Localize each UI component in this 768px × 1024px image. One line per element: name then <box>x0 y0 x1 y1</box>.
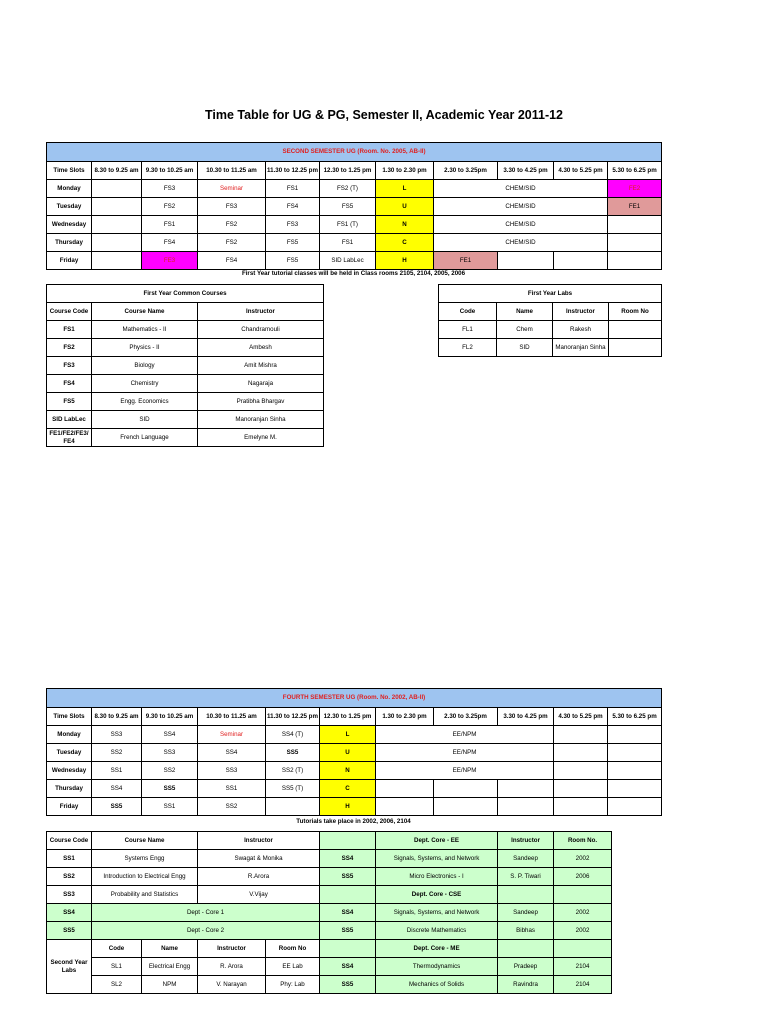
slot-label: Time Slots <box>47 162 92 180</box>
table-row <box>47 976 612 994</box>
slot-10: 5.30 to 6.25 pm <box>608 708 662 726</box>
lunch-cell: L <box>376 180 434 198</box>
cell: SID LabLec <box>320 252 376 270</box>
cell: SS5 <box>266 744 320 762</box>
table-row <box>47 357 324 375</box>
cell <box>554 252 608 270</box>
cell <box>498 886 554 904</box>
cell: 2002 <box>554 922 612 940</box>
cell: FS5 <box>266 252 320 270</box>
table-row <box>47 958 612 976</box>
cell: V. Narayan <box>198 976 266 994</box>
cell: FE1 <box>608 198 662 216</box>
day-cell: Tuesday <box>47 198 92 216</box>
cell: Biology <box>92 357 198 375</box>
cell: SS1 <box>198 780 266 798</box>
cell <box>554 940 612 958</box>
column-header: Instructor <box>198 940 266 958</box>
cell: SL1 <box>92 958 142 976</box>
cell: Ravindra <box>498 976 554 994</box>
first-year-labs-table <box>438 284 662 357</box>
dept-cse-header: Dept. Core - CSE <box>376 886 498 904</box>
cell: Engg. Economics <box>92 393 198 411</box>
cell: SS1 <box>142 798 198 816</box>
cell: Amit Mishra <box>198 357 324 375</box>
common-courses-table <box>46 284 324 447</box>
cell: Dept - Core 1 <box>92 904 320 922</box>
sem4-header: FOURTH SEMESTER UG (Room. No. 2002, AB-II) <box>47 689 662 708</box>
column-header: Room No <box>609 303 662 321</box>
cell <box>608 252 662 270</box>
cell: FE1/FE2/FE3/ FE4 <box>47 429 92 447</box>
day-cell: Thursday <box>47 234 92 252</box>
cell <box>320 940 376 958</box>
column-header: Instructor <box>498 832 554 850</box>
slot-9: 4.30 to 5.25 pm <box>554 162 608 180</box>
page-title: Time Table for UG & PG, Semester II, Academic Year 2011-12 <box>204 108 564 122</box>
cell: Chem <box>497 321 553 339</box>
table-row <box>47 375 324 393</box>
cell: FS2 <box>142 198 198 216</box>
cell: FS5 <box>266 234 320 252</box>
common-courses-header: First Year Common Courses <box>47 285 324 303</box>
cell: Phy: Lab <box>266 976 320 994</box>
cell: FE2 <box>608 180 662 198</box>
cell: Electrical Engg <box>142 958 198 976</box>
table-row <box>439 321 662 339</box>
cell: FS5 <box>47 393 92 411</box>
cell <box>608 726 662 744</box>
cell <box>608 234 662 252</box>
cell: French Language <box>92 429 198 447</box>
cell: FS1 <box>47 321 92 339</box>
cell: SS4 <box>142 726 198 744</box>
column-header: Code <box>439 303 497 321</box>
cell <box>554 762 608 780</box>
cell: CHEM/SID <box>434 198 608 216</box>
cell <box>554 798 608 816</box>
cell: FS1 <box>266 180 320 198</box>
cell: Swagat & Monika <box>198 850 320 868</box>
cell: Manoranjan Sinha <box>198 411 324 429</box>
cell <box>608 798 662 816</box>
cell: FS2 <box>198 216 266 234</box>
column-header: Room No. <box>554 832 612 850</box>
cell: Mechanics of Solids <box>376 976 498 994</box>
sem2-timetable <box>46 142 662 270</box>
day-cell: Thursday <box>47 780 92 798</box>
cell: SS4 <box>92 780 142 798</box>
column-header: Name <box>497 303 553 321</box>
second-year-labs-label: Second Year Labs <box>47 940 92 994</box>
slot-8: 3.30 to 4.25 pm <box>498 162 554 180</box>
cell: SS5 <box>320 976 376 994</box>
cell: SS3 <box>198 762 266 780</box>
cell: FS3 <box>266 216 320 234</box>
cell: 2002 <box>554 904 612 922</box>
column-header: Instructor <box>553 303 609 321</box>
lunch-cell: U <box>320 744 376 762</box>
cell: FS1 (T) <box>320 216 376 234</box>
lunch-cell: H <box>376 252 434 270</box>
cell: Bibhas <box>498 922 554 940</box>
cell: Seminar <box>198 180 266 198</box>
cell <box>554 726 608 744</box>
sem2-note: First Year tutorial classes will be held in Class rooms 2105, 2104, 2005, 2006 <box>241 270 466 277</box>
cell: SS3 <box>142 744 198 762</box>
day-cell: Wednesday <box>47 216 92 234</box>
cell: Manoranjan Sinha <box>553 339 609 357</box>
cell <box>609 321 662 339</box>
cell: EE/NPM <box>376 744 554 762</box>
cell <box>376 780 434 798</box>
cell: Signals, Systems, and Network <box>376 850 498 868</box>
table-row <box>47 339 324 357</box>
cell <box>609 339 662 357</box>
slot-6: 1.30 to 2.30 pm <box>376 162 434 180</box>
cell: FS3 <box>142 180 198 198</box>
slot-4: 11.30 to 12.25 pm <box>266 708 320 726</box>
table-row <box>47 252 662 270</box>
slot-7: 2.30 to 3.25pm <box>434 708 498 726</box>
cell <box>498 798 554 816</box>
cell: Signals, Systems, and Network <box>376 904 498 922</box>
day-cell: Monday <box>47 180 92 198</box>
cell: SID LabLec <box>47 411 92 429</box>
cell: Thermodynamics <box>376 958 498 976</box>
slot-10: 5.30 to 6.25 pm <box>608 162 662 180</box>
sem4-courses-table <box>46 831 612 994</box>
cell: FS4 <box>142 234 198 252</box>
cell: FE1 <box>434 252 498 270</box>
cell <box>554 780 608 798</box>
cell: SS3 <box>92 726 142 744</box>
column-header: Course Code <box>47 303 92 321</box>
lunch-cell: U <box>376 198 434 216</box>
slot-1: 8.30 to 9.25 am <box>92 708 142 726</box>
sem4-note: Tutorials take place in 2002, 2006, 2104 <box>296 818 411 825</box>
slot-header-row <box>47 708 662 726</box>
slot-2: 9.30 to 10.25 am <box>142 162 198 180</box>
table-row <box>47 321 324 339</box>
cell: SID <box>92 411 198 429</box>
lunch-cell: N <box>320 762 376 780</box>
cell: SS4 <box>320 904 376 922</box>
cell: CHEM/SID <box>434 234 608 252</box>
cell: Pratibha Bhargav <box>198 393 324 411</box>
table-row <box>47 198 662 216</box>
lunch-cell: H <box>320 798 376 816</box>
cell: SS5 <box>320 922 376 940</box>
column-header: Room No <box>266 940 320 958</box>
cell: SS4 <box>47 904 92 922</box>
cell <box>92 180 142 198</box>
cell: SS2 <box>142 762 198 780</box>
column-header: Course Code <box>47 832 92 850</box>
cell: Chandramouli <box>198 321 324 339</box>
cell: FS3 <box>198 198 266 216</box>
cell: V.Vijay <box>198 886 320 904</box>
cell: Mathematics - II <box>92 321 198 339</box>
cell: 2006 <box>554 868 612 886</box>
slot-3: 10.30 to 11.25 am <box>198 708 266 726</box>
cell: SS4 <box>320 850 376 868</box>
table-row <box>47 762 662 780</box>
cell: FL2 <box>439 339 497 357</box>
cell: FL1 <box>439 321 497 339</box>
cell <box>376 798 434 816</box>
cell: R. Arora <box>198 958 266 976</box>
cell: 2104 <box>554 958 612 976</box>
cell: Seminar <box>198 726 266 744</box>
slot-2: 9.30 to 10.25 am <box>142 708 198 726</box>
table-row <box>47 744 662 762</box>
table-row <box>47 850 612 868</box>
cell: CHEM/SID <box>434 180 608 198</box>
cell: SS2 <box>92 744 142 762</box>
slot-8: 3.30 to 4.25 pm <box>498 708 554 726</box>
slot-1: 8.30 to 9.25 am <box>92 162 142 180</box>
cell: FS2 <box>47 339 92 357</box>
cell: Sandeep <box>498 904 554 922</box>
table-row <box>47 429 324 447</box>
cell: FS5 <box>320 198 376 216</box>
cell <box>92 252 142 270</box>
slot-4: 11.30 to 12.25 pm <box>266 162 320 180</box>
cell <box>320 832 376 850</box>
cell: SS2 <box>198 798 266 816</box>
cell: FS4 <box>47 375 92 393</box>
table-row <box>47 393 324 411</box>
cell: FS4 <box>266 198 320 216</box>
column-header: Course Name <box>92 303 198 321</box>
cell: SS4 <box>320 958 376 976</box>
day-cell: Wednesday <box>47 762 92 780</box>
column-header: Code <box>92 940 142 958</box>
cell: SL2 <box>92 976 142 994</box>
column-header: Instructor <box>198 832 320 850</box>
cell: NPM <box>142 976 198 994</box>
column-header: Instructor <box>198 303 324 321</box>
cell: R.Arora <box>198 868 320 886</box>
cell: Rakesh <box>553 321 609 339</box>
cell: EE Lab <box>266 958 320 976</box>
cell: SS5 <box>92 798 142 816</box>
cell: FS1 <box>142 216 198 234</box>
cell: Introduction to Electrical Engg <box>92 868 198 886</box>
cell <box>92 198 142 216</box>
cell: Micro Electronics - I <box>376 868 498 886</box>
table-row <box>47 922 612 940</box>
cell: Dept - Core 2 <box>92 922 320 940</box>
cell: SS2 <box>47 868 92 886</box>
cell: FS2 (T) <box>320 180 376 198</box>
cell: SS1 <box>92 762 142 780</box>
cell: S. P. Tiwari <box>498 868 554 886</box>
column-header: Name <box>142 940 198 958</box>
table-row <box>47 216 662 234</box>
cell: Systems Engg <box>92 850 198 868</box>
cell: FS1 <box>320 234 376 252</box>
slot-3: 10.30 to 11.25 am <box>198 162 266 180</box>
lunch-cell: C <box>376 234 434 252</box>
slot-header-row <box>47 162 662 180</box>
day-cell: Monday <box>47 726 92 744</box>
table-row <box>47 234 662 252</box>
cell: FS3 <box>47 357 92 375</box>
cell: Ambesh <box>198 339 324 357</box>
cell: SS1 <box>47 850 92 868</box>
slot-label: Time Slots <box>47 708 92 726</box>
lunch-cell: L <box>320 726 376 744</box>
dept-ee-header: Dept. Core - EE <box>376 832 498 850</box>
cell <box>554 744 608 762</box>
cell: Physics - II <box>92 339 198 357</box>
cell <box>608 762 662 780</box>
cell <box>498 940 554 958</box>
cell: SS5 <box>142 780 198 798</box>
table-row <box>47 798 662 816</box>
column-header: Course Name <box>92 832 198 850</box>
cell <box>498 780 554 798</box>
table-row <box>47 726 662 744</box>
cell: CHEM/SID <box>434 216 608 234</box>
slot-5: 12.30 to 1.25 pm <box>320 708 376 726</box>
table-row <box>439 339 662 357</box>
cell: SS5 <box>47 922 92 940</box>
table-row <box>47 886 612 904</box>
cell <box>554 886 612 904</box>
cell: FS4 <box>198 252 266 270</box>
table-row <box>47 411 324 429</box>
cell <box>498 252 554 270</box>
day-cell: Tuesday <box>47 744 92 762</box>
cell <box>92 216 142 234</box>
cell: Discrete Mathematics <box>376 922 498 940</box>
cell: EE/NPM <box>376 726 554 744</box>
cell <box>608 216 662 234</box>
labs-header: First Year Labs <box>439 285 662 303</box>
cell: EE/NPM <box>376 762 554 780</box>
sem2-header: SECOND SEMESTER UG (Room. No. 2005, AB-II) <box>47 143 662 162</box>
cell: FE3 <box>142 252 198 270</box>
cell: Probability and Statistics <box>92 886 198 904</box>
lunch-cell: N <box>376 216 434 234</box>
cell: 2002 <box>554 850 612 868</box>
table-row <box>47 780 662 798</box>
cell <box>608 744 662 762</box>
cell: SS4 (T) <box>266 726 320 744</box>
cell: SS5 (T) <box>266 780 320 798</box>
slot-7: 2.30 to 3.25pm <box>434 162 498 180</box>
lunch-cell: C <box>320 780 376 798</box>
cell <box>320 886 376 904</box>
cell <box>434 780 498 798</box>
slot-6: 1.30 to 2.30 pm <box>376 708 434 726</box>
table-row <box>47 904 612 922</box>
cell: Sandeep <box>498 850 554 868</box>
dept-me-header: Dept. Core - ME <box>376 940 498 958</box>
cell: Chemistry <box>92 375 198 393</box>
table-row <box>47 180 662 198</box>
cell <box>608 780 662 798</box>
sem4-timetable <box>46 688 662 816</box>
cell <box>434 798 498 816</box>
cell: FS2 <box>198 234 266 252</box>
cell: SS5 <box>320 868 376 886</box>
cell: SS2 (T) <box>266 762 320 780</box>
cell <box>266 798 320 816</box>
cell: SS4 <box>198 744 266 762</box>
cell: Nagaraja <box>198 375 324 393</box>
cell <box>92 234 142 252</box>
day-cell: Friday <box>47 252 92 270</box>
table-row <box>47 940 612 958</box>
table-row <box>47 868 612 886</box>
cell: SS3 <box>47 886 92 904</box>
cell: Emelyne M. <box>198 429 324 447</box>
day-cell: Friday <box>47 798 92 816</box>
cell: 2104 <box>554 976 612 994</box>
cell: SID <box>497 339 553 357</box>
slot-9: 4.30 to 5.25 pm <box>554 708 608 726</box>
slot-5: 12.30 to 1.25 pm <box>320 162 376 180</box>
cell: Pradeep <box>498 958 554 976</box>
